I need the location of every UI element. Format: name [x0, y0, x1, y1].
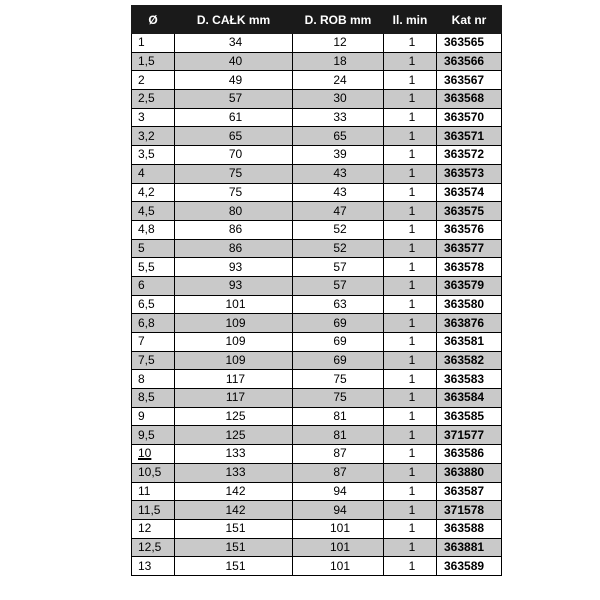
cell-total-length: 151 — [175, 538, 293, 557]
cell-total-length: 125 — [175, 426, 293, 445]
cell-diameter: 12,5 — [132, 538, 175, 557]
cell-total-length: 86 — [175, 239, 293, 258]
table-header-row — [132, 6, 502, 34]
cell-catalog-number: 371578 — [437, 501, 502, 520]
header-min-qty: Il. min — [384, 6, 437, 34]
cell-diameter: 5,5 — [132, 258, 175, 277]
cell-total-length: 151 — [175, 557, 293, 576]
cell-total-length: 80 — [175, 202, 293, 221]
cell-diameter: 1 — [132, 34, 175, 53]
table-row — [132, 426, 502, 445]
cell-catalog-number: 363570 — [437, 108, 502, 127]
cell-diameter: 4,8 — [132, 220, 175, 239]
cell-min-qty: 1 — [384, 183, 437, 202]
cell-diameter: 6,8 — [132, 314, 175, 333]
table-row — [132, 463, 502, 482]
cell-total-length: 34 — [175, 34, 293, 53]
cell-min-qty: 1 — [384, 127, 437, 146]
table-row — [132, 351, 502, 370]
cell-diameter: 2 — [132, 71, 175, 90]
cell-catalog-number: 363573 — [437, 164, 502, 183]
cell-catalog-number: 363574 — [437, 183, 502, 202]
cell-total-length: 70 — [175, 146, 293, 165]
cell-min-qty: 1 — [384, 426, 437, 445]
cell-diameter: 1,5 — [132, 52, 175, 71]
header-working-length: D. ROB mm — [293, 6, 384, 34]
cell-min-qty: 1 — [384, 445, 437, 464]
cell-min-qty: 1 — [384, 557, 437, 576]
table-row — [132, 127, 502, 146]
table-row — [132, 34, 502, 53]
table-row — [132, 258, 502, 277]
cell-catalog-number: 363576 — [437, 220, 502, 239]
cell-catalog-number: 363876 — [437, 314, 502, 333]
table-row — [132, 146, 502, 165]
cell-working-length: 12 — [293, 34, 384, 53]
table-row — [132, 108, 502, 127]
cell-working-length: 69 — [293, 314, 384, 333]
cell-catalog-number: 363580 — [437, 295, 502, 314]
cell-working-length: 101 — [293, 538, 384, 557]
table-row — [132, 314, 502, 333]
cell-min-qty: 1 — [384, 351, 437, 370]
table-row — [132, 538, 502, 557]
cell-diameter: 10 — [132, 445, 175, 464]
table-row — [132, 71, 502, 90]
cell-diameter: 7,5 — [132, 351, 175, 370]
cell-working-length: 101 — [293, 557, 384, 576]
cell-catalog-number: 363571 — [437, 127, 502, 146]
cell-min-qty: 1 — [384, 239, 437, 258]
cell-diameter: 7 — [132, 333, 175, 352]
cell-working-length: 81 — [293, 407, 384, 426]
cell-catalog-number: 363585 — [437, 407, 502, 426]
table-row — [132, 407, 502, 426]
cell-working-length: 33 — [293, 108, 384, 127]
cell-catalog-number: 363572 — [437, 146, 502, 165]
cell-diameter: 8,5 — [132, 389, 175, 408]
table-row — [132, 557, 502, 576]
header-diameter: Ø — [132, 6, 175, 34]
table-row — [132, 90, 502, 109]
cell-diameter: 9,5 — [132, 426, 175, 445]
cell-working-length: 18 — [293, 52, 384, 71]
cell-working-length: 69 — [293, 351, 384, 370]
cell-total-length: 75 — [175, 164, 293, 183]
cell-min-qty: 1 — [384, 482, 437, 501]
cell-min-qty: 1 — [384, 34, 437, 53]
cell-catalog-number: 363584 — [437, 389, 502, 408]
cell-diameter: 12 — [132, 519, 175, 538]
cell-working-length: 52 — [293, 220, 384, 239]
cell-total-length: 57 — [175, 90, 293, 109]
cell-working-length: 57 — [293, 276, 384, 295]
cell-working-length: 43 — [293, 164, 384, 183]
cell-total-length: 142 — [175, 482, 293, 501]
table-row — [132, 501, 502, 520]
cell-diameter: 3 — [132, 108, 175, 127]
cell-working-length: 87 — [293, 445, 384, 464]
cell-catalog-number: 363579 — [437, 276, 502, 295]
cell-min-qty: 1 — [384, 164, 437, 183]
table-row — [132, 202, 502, 221]
cell-total-length: 75 — [175, 183, 293, 202]
cell-catalog-number: 363880 — [437, 463, 502, 482]
cell-working-length: 63 — [293, 295, 384, 314]
table-row — [132, 333, 502, 352]
table-row — [132, 183, 502, 202]
cell-working-length: 52 — [293, 239, 384, 258]
cell-catalog-number: 371577 — [437, 426, 502, 445]
cell-diameter: 3,2 — [132, 127, 175, 146]
header-catalog-number: Kat nr — [437, 6, 502, 34]
table-row — [132, 295, 502, 314]
cell-min-qty: 1 — [384, 407, 437, 426]
cell-total-length: 117 — [175, 370, 293, 389]
cell-catalog-number: 363586 — [437, 445, 502, 464]
cell-min-qty: 1 — [384, 71, 437, 90]
cell-diameter: 4,5 — [132, 202, 175, 221]
cell-total-length: 133 — [175, 463, 293, 482]
cell-diameter: 8 — [132, 370, 175, 389]
cell-catalog-number: 363575 — [437, 202, 502, 221]
cell-diameter: 2,5 — [132, 90, 175, 109]
cell-total-length: 109 — [175, 314, 293, 333]
cell-working-length: 87 — [293, 463, 384, 482]
table-row — [132, 220, 502, 239]
cell-diameter: 9 — [132, 407, 175, 426]
cell-min-qty: 1 — [384, 202, 437, 221]
cell-catalog-number: 363568 — [437, 90, 502, 109]
cell-diameter: 11,5 — [132, 501, 175, 520]
cell-working-length: 24 — [293, 71, 384, 90]
cell-working-length: 69 — [293, 333, 384, 352]
cell-working-length: 75 — [293, 370, 384, 389]
table-row — [132, 239, 502, 258]
header-total-length: D. CAŁK mm — [175, 6, 293, 34]
cell-total-length: 49 — [175, 71, 293, 90]
table-body — [132, 34, 502, 576]
drill-spec-table — [131, 5, 502, 576]
table-row — [132, 519, 502, 538]
cell-total-length: 65 — [175, 127, 293, 146]
cell-diameter: 3,5 — [132, 146, 175, 165]
cell-working-length: 101 — [293, 519, 384, 538]
cell-diameter: 4,2 — [132, 183, 175, 202]
cell-min-qty: 1 — [384, 389, 437, 408]
cell-catalog-number: 363578 — [437, 258, 502, 277]
cell-catalog-number: 363588 — [437, 519, 502, 538]
cell-min-qty: 1 — [384, 314, 437, 333]
cell-min-qty: 1 — [384, 333, 437, 352]
cell-working-length: 57 — [293, 258, 384, 277]
cell-catalog-number: 363881 — [437, 538, 502, 557]
cell-catalog-number: 363583 — [437, 370, 502, 389]
cell-total-length: 117 — [175, 389, 293, 408]
cell-catalog-number: 363589 — [437, 557, 502, 576]
cell-diameter: 10,5 — [132, 463, 175, 482]
cell-total-length: 133 — [175, 445, 293, 464]
table-row — [132, 52, 502, 71]
cell-total-length: 101 — [175, 295, 293, 314]
cell-min-qty: 1 — [384, 146, 437, 165]
table-row — [132, 482, 502, 501]
cell-min-qty: 1 — [384, 108, 437, 127]
cell-total-length: 142 — [175, 501, 293, 520]
cell-catalog-number: 363587 — [437, 482, 502, 501]
cell-min-qty: 1 — [384, 90, 437, 109]
cell-min-qty: 1 — [384, 52, 437, 71]
cell-total-length: 61 — [175, 108, 293, 127]
cell-total-length: 109 — [175, 351, 293, 370]
table-row — [132, 370, 502, 389]
cell-working-length: 94 — [293, 501, 384, 520]
cell-min-qty: 1 — [384, 258, 437, 277]
cell-diameter: 13 — [132, 557, 175, 576]
table-row — [132, 164, 502, 183]
cell-total-length: 93 — [175, 276, 293, 295]
cell-diameter: 5 — [132, 239, 175, 258]
cell-working-length: 47 — [293, 202, 384, 221]
cell-min-qty: 1 — [384, 538, 437, 557]
cell-catalog-number: 363582 — [437, 351, 502, 370]
cell-total-length: 40 — [175, 52, 293, 71]
cell-min-qty: 1 — [384, 501, 437, 520]
table-row — [132, 389, 502, 408]
cell-working-length: 39 — [293, 146, 384, 165]
cell-catalog-number: 363581 — [437, 333, 502, 352]
cell-working-length: 75 — [293, 389, 384, 408]
cell-min-qty: 1 — [384, 295, 437, 314]
cell-working-length: 94 — [293, 482, 384, 501]
cell-min-qty: 1 — [384, 220, 437, 239]
cell-total-length: 86 — [175, 220, 293, 239]
cell-working-length: 81 — [293, 426, 384, 445]
cell-catalog-number: 363577 — [437, 239, 502, 258]
cell-total-length: 125 — [175, 407, 293, 426]
table-row — [132, 445, 502, 464]
cell-working-length: 43 — [293, 183, 384, 202]
cell-min-qty: 1 — [384, 276, 437, 295]
cell-min-qty: 1 — [384, 370, 437, 389]
cell-diameter: 4 — [132, 164, 175, 183]
cell-working-length: 30 — [293, 90, 384, 109]
cell-catalog-number: 363567 — [437, 71, 502, 90]
cell-diameter: 6 — [132, 276, 175, 295]
cell-total-length: 93 — [175, 258, 293, 277]
table-row — [132, 276, 502, 295]
cell-total-length: 151 — [175, 519, 293, 538]
cell-min-qty: 1 — [384, 519, 437, 538]
cell-min-qty: 1 — [384, 463, 437, 482]
cell-diameter: 6,5 — [132, 295, 175, 314]
cell-diameter: 11 — [132, 482, 175, 501]
cell-working-length: 65 — [293, 127, 384, 146]
cell-total-length: 109 — [175, 333, 293, 352]
cell-catalog-number: 363565 — [437, 34, 502, 53]
cell-catalog-number: 363566 — [437, 52, 502, 71]
